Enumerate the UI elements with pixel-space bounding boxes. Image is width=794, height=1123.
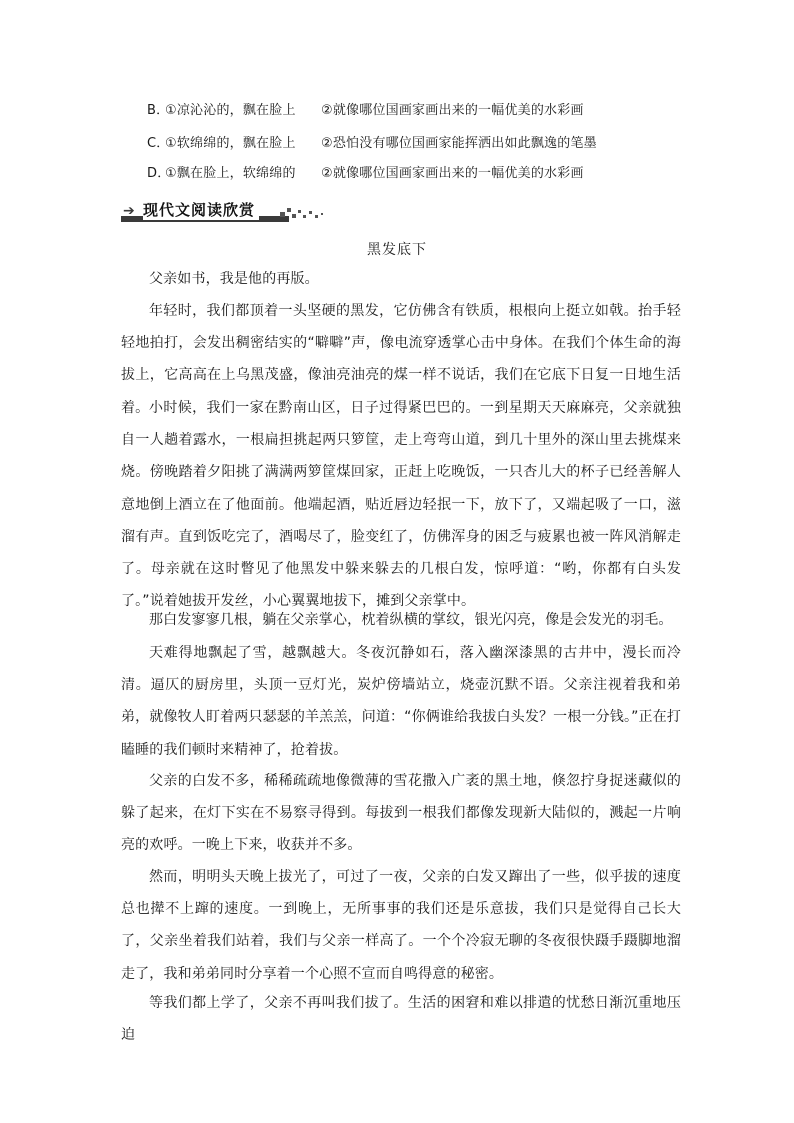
article-paragraph: 年轻时，我们都顶着一头坚硬的黑发，它仿佛含有铁质，根根向上挺立如戟。抬手轻轻地拍打，会发出稠密结实的“噼噼”声，像电流穿透掌心击中身体。在我们个体生命的海拔上，它高高在上乌黑茂盛，像油亮油亮的煤一样不说话，我们在它底下日复一日地生活着。 [121,303,681,416]
option-part2: ②恐怕没有哪位国画家能挥洒出如此飘逸的笔墨 [321,136,597,151]
option-part1: ①飘在脸上，软绵绵的 [165,166,296,181]
article-paragraph: 父亲的白发不多，稀稀疏疏地像微薄的雪花撒入广袤的黑土地，倏忽拧身捉迷藏似的躲了起来，在灯下实在不易察寻得到。每拔到一根我们都像发现新大陆似的，溅起一片响亮的欢呼。一晚上下来，收获并不多。 [121,773,681,854]
option-part1: ①凉沁沁的，飘在脸上 [165,103,296,118]
article-paragraph: 那白发寥寥几根，躺在父亲掌心，枕着纵横的掌纹，银光闪亮，像是会发光的羽毛。 [149,612,673,628]
option-part1: ①软绵绵的，飘在脸上 [165,136,296,151]
option-c [147,134,597,154]
article-paragraph: 等我们都上学了，父亲不再叫我们拔了。生活的困窘和难以排遣的忧愁日渐沉重地压迫 [121,995,681,1044]
arrow-icon: ➔ [123,203,135,219]
section-title: 现代文阅读欣赏 [143,200,259,220]
article-paragraph: 父亲如书，我是他的再版。 [149,271,319,287]
article-paragraph: 天难得地飘起了雪，越飘越大。冬夜沉静如石，落入幽深漆黑的古井中，漫长而冷清。逼仄的厨房里，头顶一豆灯光，炭炉傍墙站立，烧壶沉默不语。父亲注视着我和弟弟，就像牧人盯着两只瑟瑟的羊羔羔，问道：“你俩谁给我拔白头发？一根一分钱。”正在打瞌睡的我们顿时来精神了，抢着拔。 [121,645,681,758]
option-part2: ②就像哪位国画家画出来的一幅优美的水彩画 [321,166,584,181]
decorative-dots [280,206,326,220]
article-paragraph: 然而，明明头天晚上拔光了，可过了一夜，父亲的白发又蹿出了一些，似乎拔的速度总也撵不上蹿的速度。一到晚上，无所事事的我们还是乐意拔，我们只是觉得自己长大了，父亲坐着我们站着，我们与父亲一样高了。一个个冷寂无聊的冬夜很快蹑手蹑脚地溜走了，我和弟弟同时分享着一个心照不宣而自鸣得意的秘密。 [121,869,681,982]
article-title: 黑发底下 [367,242,427,258]
option-letter: D． [147,166,171,181]
article-paragraph: 小时候，我们一家在黔南山区，日子过得紧巴巴的。一到星期天天麻麻亮，父亲就独自一人趟着露水，一根扁担挑起两只箩筐，走上弯弯山道，到几十里外的深山里去挑煤来烧。傍晚踏着夕阳挑了满满两箩筐煤回家，正赶上吃晚饭，一只杏儿大的杯子已经善解人意地倒上酒立在了他面前。他端起酒，贴近唇边轻抿一下，放下了，又端起吸了一口，滋溜有声。直到饭吃完了，酒喝尽了，脸变红了，仿佛浑身的困乏与疲累也被一阵风消解走了。母亲就在这时瞥见了他黑发中躲来躲去的几根白发，惊呼道：“哟，你都有白头发了。”说着她拔开发丝，小心翼翼地拔下，摊到父亲掌中。 [121,400,681,610]
option-d [147,164,584,184]
option-letter: B． [147,103,170,118]
option-b [147,101,584,121]
option-letter: C． [147,136,170,151]
option-part2: ②就像哪位国画家画出来的一幅优美的水彩画 [321,103,584,118]
